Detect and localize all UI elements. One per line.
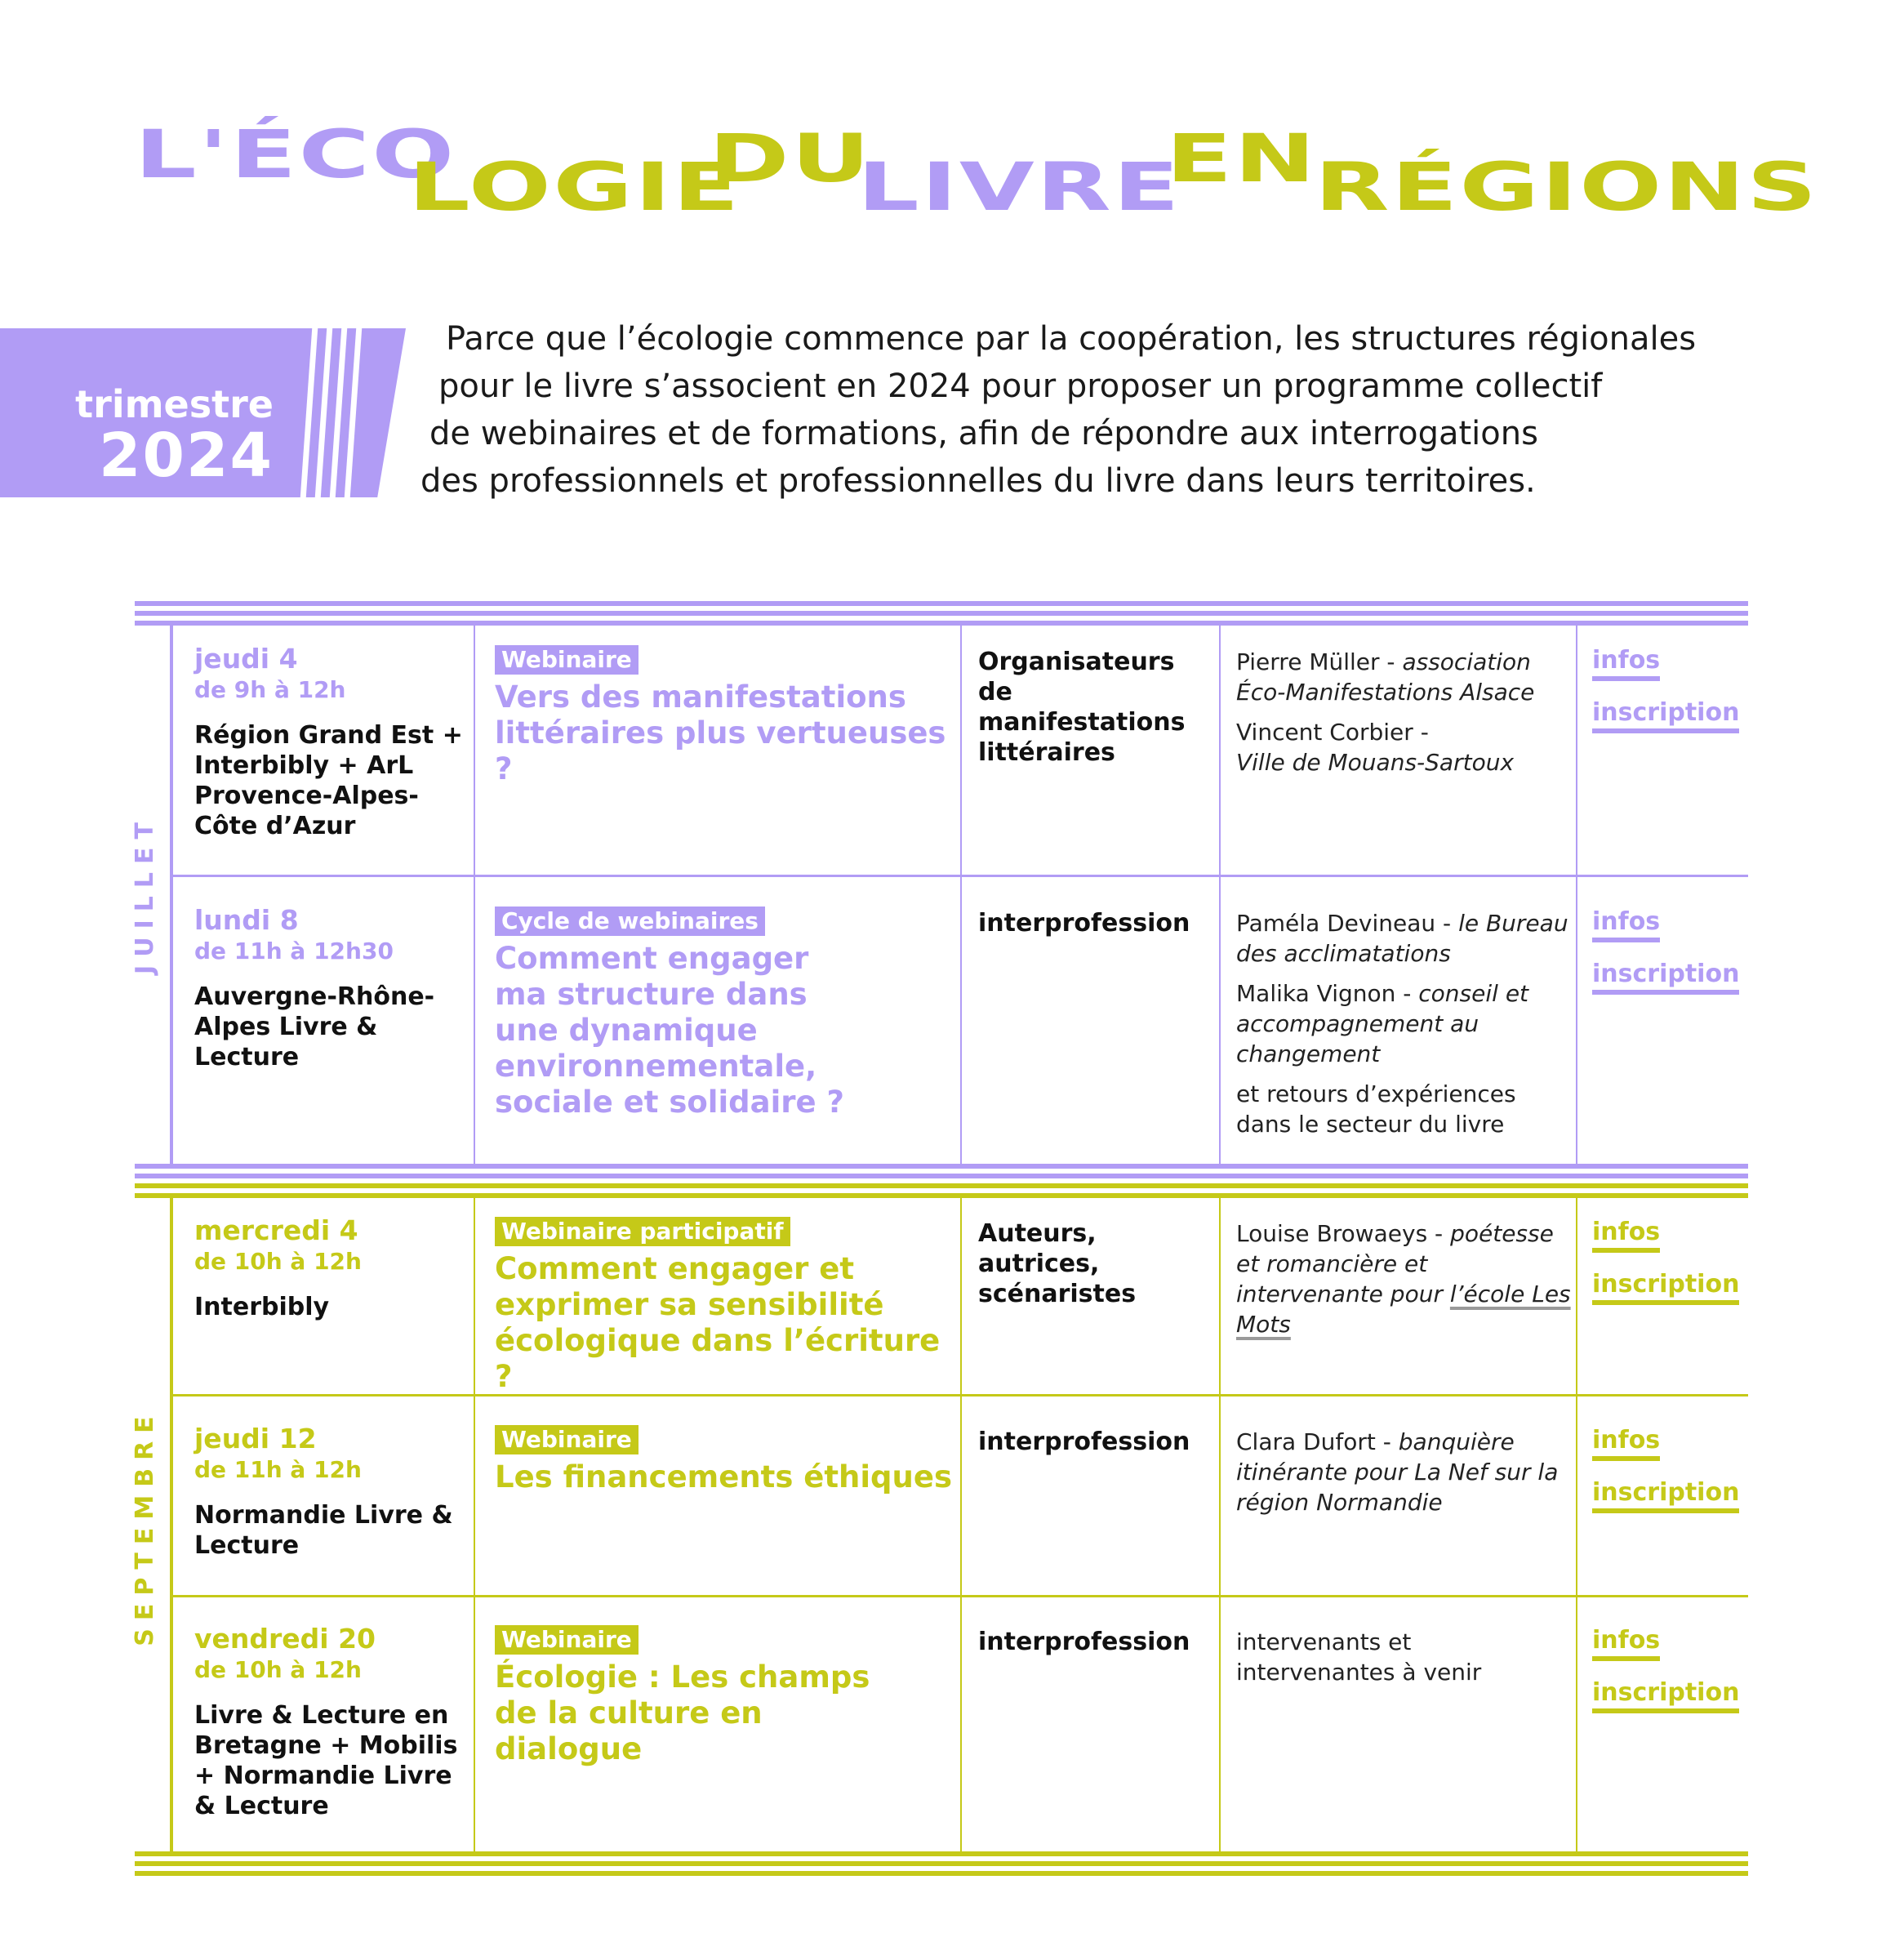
event-day: vendredi 20 [194,1623,376,1655]
date-cell [194,905,464,1072]
divider [135,621,1748,626]
divider [135,1861,1748,1866]
event-title: Comment engager ma structure dans une dynamique environnementale, sociale et solidaire ? [495,941,844,1120]
divider [1576,1198,1577,1851]
event-time: de 10h à 12h [194,1248,362,1275]
divider [1219,1198,1221,1851]
event-title: Écologie : Les champs de la culture en dialogue [495,1659,870,1766]
title-part-1: L'ÉCO [135,117,456,194]
divider [135,1183,1748,1188]
title-part-3: DU [709,121,872,198]
infos-link[interactable]: infos [1592,1627,1660,1661]
speaker: Vincent Corbier - Ville de Mouans-Sartoux [1236,719,1515,776]
title-part-2: LOGIE [408,149,741,226]
links-cell [1592,647,1747,751]
event-title: Les financements éthiques [495,1459,953,1494]
links-cell [1592,1627,1747,1731]
speakers-cell [1236,908,1571,1149]
infos-link[interactable]: infos [1592,647,1660,681]
speaker: et retours d’expériences dans le secteur du livre [1236,1080,1516,1138]
event-cell [495,906,854,1120]
event-cell [495,1625,919,1767]
divider [170,626,173,1164]
divider [135,1871,1748,1876]
intro-line: de webinaires et de formations, afin de répondre aux interrogations [429,415,1538,452]
ecole-les-mots-link[interactable]: l’école Les Mots [1236,1281,1571,1338]
speaker: Pierre Müller - association Éco-Manifestations Alsace [1236,648,1535,706]
infos-link[interactable]: infos [1592,908,1660,942]
event-cell [495,1217,952,1395]
divider [135,1164,1748,1169]
speakers-cell [1236,647,1571,787]
infos-link[interactable]: infos [1592,1218,1660,1253]
event-organizer: Normandie Livre & Lecture [194,1501,453,1560]
trimester-word: trimestre [75,382,274,426]
divider [474,626,475,1164]
event-day: jeudi 4 [194,643,298,675]
links-cell [1592,1427,1747,1531]
event-cell [495,645,952,787]
event-time: de 11h à 12h [194,1456,362,1483]
date-cell [194,1423,464,1561]
intro-line: des professionnels et professionnelles du livre dans leurs territoires. [420,462,1536,500]
intro-line: Parce que l’écologie commence par la coopération, les structures régionales [446,320,1697,358]
speakers-cell [1236,1427,1571,1527]
event-type-badge: Webinaire [495,1625,638,1655]
event-cell [495,1425,952,1495]
divider [474,1198,475,1851]
event-type-badge: Webinaire [495,1425,638,1454]
inscription-link[interactable]: inscription [1592,699,1739,733]
event-day: lundi 8 [194,904,299,936]
divider [1219,626,1221,1164]
event-type-badge: Webinaire participatif [495,1217,790,1246]
divider [135,1851,1748,1856]
speaker: Clara Dufort - banquière itinérante pour La Nef sur la région Normandie [1236,1428,1559,1516]
trimester-number: 3e [1719,343,1754,380]
event-audience: interprofession [978,1628,1190,1656]
event-organizer: Région Grand Est + Interbibly + ArL Provence-Alpes-Côte d’Azur [194,721,463,840]
speakers-cell [1236,1218,1571,1349]
inscription-link[interactable]: inscription [1592,960,1739,995]
divider [135,601,1748,606]
event-title: Vers des manifestations littéraires plus vertueuses ? [495,679,946,786]
divider [960,626,962,1164]
event-audience: Organisateurs de manifestations littéraires [978,648,1186,767]
speaker: Louise Browaeys - poétesse et romancière et intervenante pour l’école Les Mots [1236,1220,1571,1338]
divider [135,611,1748,616]
event-organizer: Auvergne-Rhône-Alpes Livre & Lecture [194,982,435,1071]
month-label-juillet: JUILLET [131,814,159,974]
divider [960,1198,962,1851]
event-audience: interprofession [978,909,1190,938]
title-part-6: RÉGIONS [1315,149,1819,226]
divider [135,1193,1748,1198]
speaker: Paméla Devineau - le Bureau des acclimatations [1236,910,1568,967]
speaker: intervenants et intervenantes à venir [1236,1628,1482,1686]
title-part-4: LIVRE [857,149,1181,226]
event-type-badge: Webinaire [495,645,638,675]
speakers-cell [1236,1627,1506,1697]
event-audience: interprofession [978,1428,1190,1456]
event-title: Comment engager et exprimer sa sensibilité écologique dans l’écriture ? [495,1251,941,1394]
links-cell [1592,908,1747,1013]
divider [1576,626,1577,1164]
intro-line: pour le livre s’associent en 2024 pour proposer un programme collectif [438,368,1603,405]
infos-link[interactable]: infos [1592,1427,1660,1461]
event-time: de 10h à 12h [194,1656,362,1683]
date-cell [194,1215,464,1322]
divider [170,1198,173,1851]
event-time: de 11h à 12h30 [194,938,394,964]
event-organizer: Livre & Lecture en Bretagne + Mobilis + Normandie Livre & Lecture [194,1701,458,1820]
inscription-link[interactable]: inscription [1592,1271,1739,1305]
event-day: jeudi 12 [194,1423,317,1454]
divider [135,1174,1748,1178]
date-cell [194,1624,464,1821]
event-audience: Auteurs, autrices, scénaristes [978,1219,1137,1308]
inscription-link[interactable]: inscription [1592,1679,1739,1713]
links-cell [1592,1218,1747,1323]
month-label-septembre: SEPTEMBRE [131,1408,159,1646]
event-organizer: Interbibly [194,1293,330,1321]
date-cell [194,644,464,841]
event-day: mercredi 4 [194,1214,358,1246]
event-type-badge: Cycle de webinaires [495,906,765,936]
speaker: Malika Vignon - conseil et accompagnement au changement [1236,980,1529,1067]
inscription-link[interactable]: inscription [1592,1479,1739,1513]
title-part-5: EN [1166,121,1318,198]
trimester-year: 2024 [99,421,274,491]
event-time: de 9h à 12h [194,676,346,703]
